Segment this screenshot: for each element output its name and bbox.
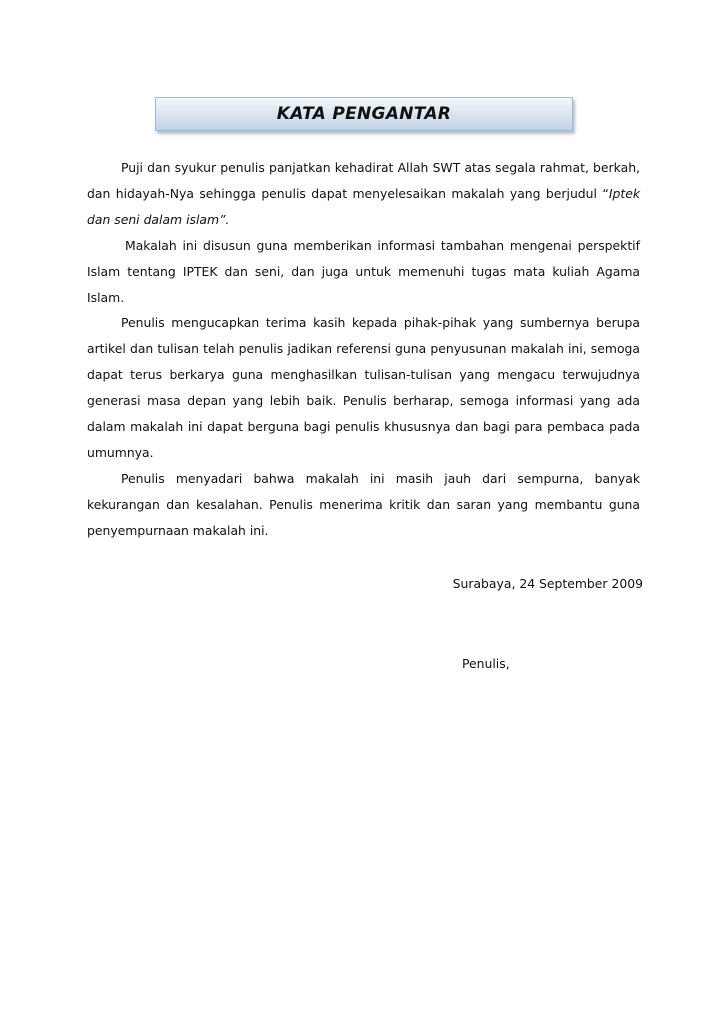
paragraph-2: Makalah ini disusun guna memberikan informasi tambahan mengenai perspektif Islam tentang IPTEK dan seni, dan juga untuk memenuhi tugas mata kuliah Agama Islam. [87,237,640,305]
page-title: KATA PENGANTAR [276,104,452,124]
paragraph-3: Penulis mengucapkan terima kasih kepada pihak-pihak yang sumbernya berupa artikel dan tulisan telah penulis jadikan referensi guna penyusunan makalah ini, semoga dapat terus berkarya guna menghasilkan tulisan-tulisan yang mengacu terwujudnya generasi masa depan yang lebih baik. Penulis berharap, semoga informasi yang ada dalam makalah ini dapat berguna bagi penulis khususnya dan bagi para pembaca pada umumnya. [87,315,640,460]
paragraph-4: Penulis menyadari bahwa makalah ini masih jauh dari sempurna, banyak kekurangan dan kesalahan. Penulis menerima kritik dan saran yang membantu guna penyempurnaan makalah ini. [87,470,640,538]
paper-title-italic: Iptek dan seni dalam islam”. [87,185,640,227]
place-and-date: Surabaya, 24 September 2009 [452,576,643,591]
writer-signature-label: Penulis, [462,656,510,671]
title-banner [155,97,573,131]
paragraph-1 [87,155,640,233]
paragraph-1-text: Puji dan syukur penulis panjatkan kehadirat Allah SWT atas segala rahmat, berkah, dan hidayah-Nya sehingga penulis dapat menyelesaikan makalah yang berjudul “ [87,160,640,201]
document-body [87,155,640,544]
